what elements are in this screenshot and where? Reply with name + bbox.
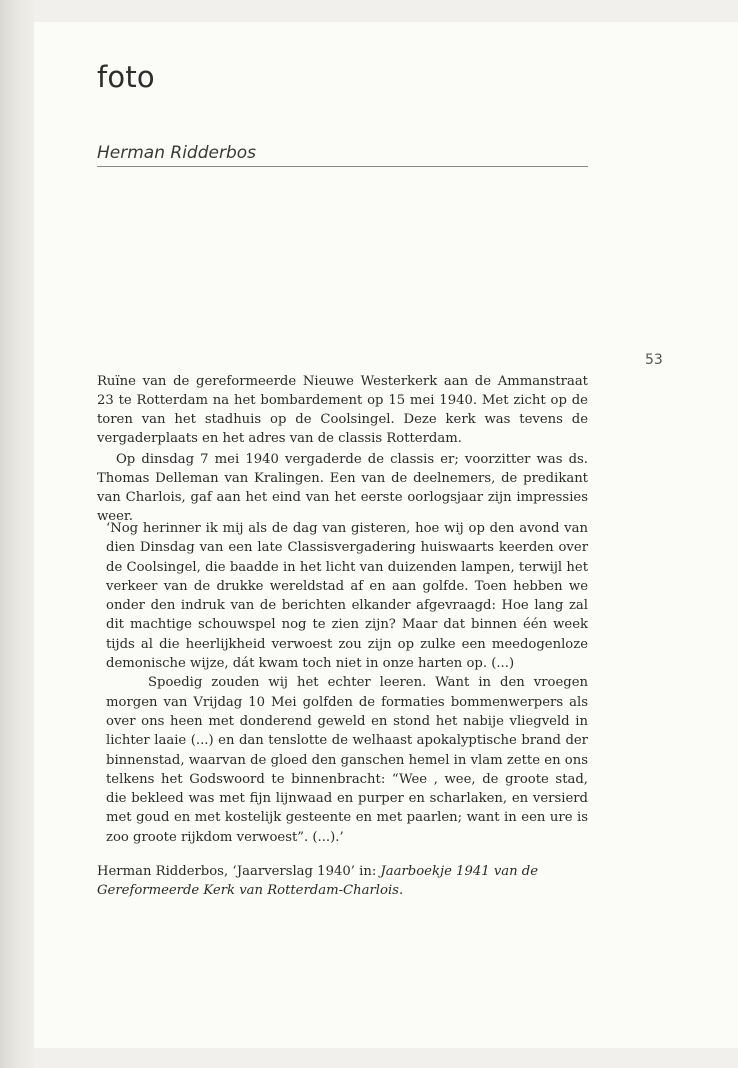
citation-prefix: Herman Ridderbos, ‘Jaarverslag 1940’ in: (97, 864, 381, 879)
citation-work-title: Jaarboekje 1941 van de Gereformeerde Kerk van Rotterdam-Charlois. (97, 864, 539, 898)
block-quote (106, 519, 588, 847)
caption-paragraph-1 (97, 372, 588, 448)
book-binding-edge (0, 0, 34, 1068)
header-rule (97, 166, 588, 167)
page-number: 53 (645, 352, 663, 368)
caption-text-2: Op dinsdag 7 mei 1940 vergaderde de classis er; voorzitter was ds. Thomas Delleman van Kralingen. Een van de deelnemers, de predikant van Charlois, gaf aan het eind van het eerste oorlogsjaar zijn impressies weer. (97, 452, 588, 524)
source-citation (97, 862, 588, 900)
caption-paragraph-2 (97, 450, 588, 526)
quote-paragraph-2: Spoedig zouden wij het echter leeren. Want in den vroegen morgen van Vrijdag 10 Mei golfden de formaties bommenwerpers als over ons heen met donderend geweld en stond het nabije vliegveld in lichter laaie (...) en dan tenslotte de welhaast apokalyptische brand der binnenstad, waarvan de gloed den ganschen hemel in vlam zette en ons telkens het Godswoord te binnenbracht: “Wee , wee, de groote stad, die bekleed was met fijn lijnwaad en purper en scharlaken, en versierd met goud en met kostelijk gesteente en met paarlen; want in een ure is zoo groote rijkdom verwoest”. (...).’ (106, 675, 588, 845)
section-title: foto (97, 60, 155, 94)
quote-paragraph-1: ‘Nog herinner ik mij als de dag van gisteren, hoe wij op den avond van dien Dinsdag van een late Classisvergadering huiswaarts keerden over de Coolsingel, die baadde in het licht van duizenden lampen, terwijl het verkeer van de drukke wereldstad af en aan golfde. Toen hebben we onder den indruk van de berichten elkander afgevraagd: Hoe lang zal dit machtige schouwspel nog te zien zijn? Maar dat binnen één week tijds al die heerlijkheid verwoest zou zijn op zulke een meedogenloze demonische wijze, dát kwam toch niet in onze harten op. (...) (106, 521, 588, 672)
caption-text-1: Ruïne van de gereformeerde Nieuwe Westerkerk aan de Ammanstraat 23 te Rotterdam na het bombardement op 15 mei 1940. Met zicht op de toren van het stadhuis op de Coolsingel. Deze kerk was tevens de vergaderplaats en het adres van de classis Rotterdam. (97, 374, 588, 446)
author-name: Herman Ridderbos (97, 143, 257, 163)
